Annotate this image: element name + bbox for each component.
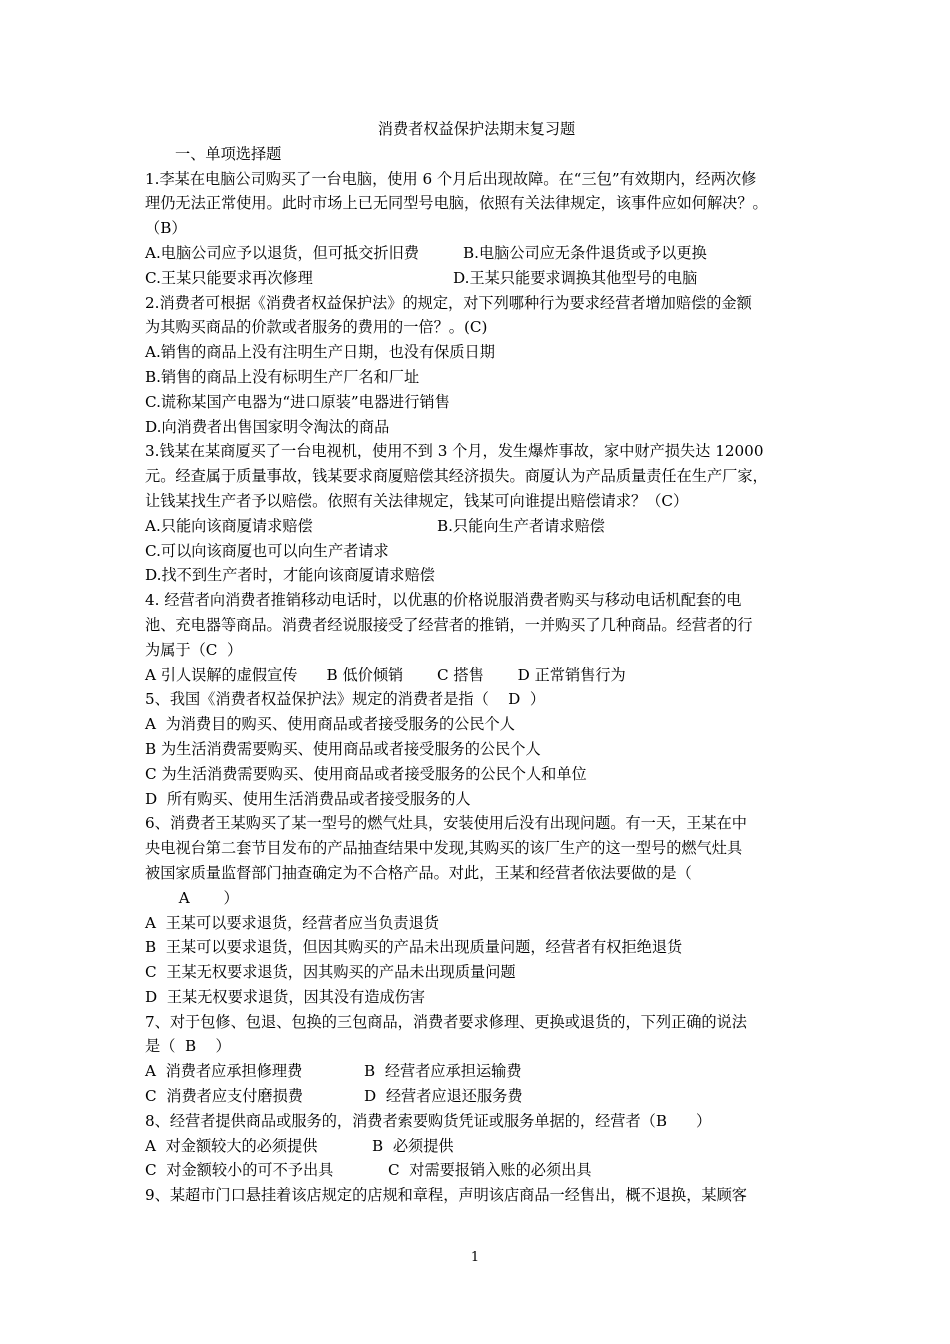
option-d: D.向消费者出售国家明令淘汰的商品	[145, 417, 390, 436]
option-row: A 引人误解的虚假宣传 B 低价倾销 C 搭售 D 正常销售行为	[145, 665, 626, 684]
option-b: B.销售的商品上没有标明生产厂名和厂址	[145, 367, 420, 386]
option-c: C.可以向该商厦也可以向生产者请求	[145, 541, 389, 560]
option-c: C.谎称某国产电器为“进口原装”电器进行销售	[145, 392, 450, 411]
question-9	[145, 1183, 808, 1208]
option-c: C.王某只能要求再次修理	[145, 268, 313, 287]
document-body	[145, 117, 808, 1208]
question-4	[145, 588, 808, 687]
question-stem-line: 5、我国《消费者权益保护法》规定的消费者是指（ D ）	[145, 690, 546, 709]
option-c: C 为生活消费需要购买、使用商品或者接受服务的公民个人和单位	[145, 764, 587, 783]
question-stem-line: 让钱某找生产者予以赔偿。依照有关法律规定，钱某可向谁提出赔偿请求？（C）	[145, 491, 689, 510]
option-row	[145, 1084, 808, 1109]
option-a: A.电脑公司应予以退货，但可抵交折旧费	[145, 243, 419, 262]
question-stem-line: 1.李某在电脑公司购买了一台电脑，使用 6 个月后出现故障。在“三包”有效期内，经两次修	[145, 169, 757, 188]
question-stem-line: 央电视台第二套节目发布的产品抽查结果中发现,其购买的该厂生产的这一型号的燃气灶具	[145, 839, 743, 858]
question-stem-line: 7、对于包修、包退、包换的三包商品，消费者要求修理、更换或退货的，下列正确的说法	[145, 1012, 747, 1031]
question-stem-line: 2.消费者可根据《消费者权益保护法》的规定，对下列哪种行为要求经营者增加赔偿的金额	[145, 293, 752, 312]
option-d: D 经营者应退还服务费	[364, 1087, 523, 1106]
option-row	[145, 1158, 808, 1183]
option-b: B 王某可以要求退货，但因其购买的产品未出现质量问题，经营者有权拒绝退货	[145, 938, 683, 957]
question-stem-line: 池、充电器等商品。消费者经说服接受了经营者的推销，一并购买了几种商品。经营者的行	[145, 615, 753, 634]
question-6	[145, 811, 808, 1009]
question-stem-line: 为属于（C ）	[145, 640, 243, 659]
option-a: A 王某可以要求退货，经营者应当负责退货	[145, 913, 439, 932]
question-7	[145, 1010, 808, 1109]
question-stem-line: 6、消费者王某购买了某一型号的燃气灶具，安装使用后没有出现问题。有一天，王某在中	[145, 814, 747, 833]
option-a: A 对金额较大的必须提供	[145, 1136, 318, 1155]
question-stem-line: 为其购买商品的价款或者服务的费用的一倍？。(C)	[145, 318, 488, 337]
option-row	[145, 266, 808, 291]
question-2	[145, 291, 808, 440]
question-stem-line: 是（ B ）	[145, 1037, 231, 1056]
option-d: D 所有购买、使用生活消费品或者接受服务的人	[145, 789, 471, 808]
question-1	[145, 167, 808, 291]
option-c: C 对金额较小的可不予出具	[145, 1161, 334, 1180]
option-c: C 王某无权要求退货，因其购买的产品未出现质量问题	[145, 963, 516, 982]
question-stem-line: 4. 经营者向消费者推销移动电话时，以优惠的价格说服消费者购买与移动电话机配套的电	[145, 591, 742, 610]
option-row	[145, 241, 808, 266]
option-row	[145, 1059, 808, 1084]
question-5	[145, 687, 808, 811]
option-a: A 消费者应承担修理费	[145, 1062, 303, 1081]
option-d: D.王某只能要求调换其他型号的电脑	[453, 268, 698, 287]
option-a: A.销售的商品上没有注明生产日期，也没有保质日期	[145, 343, 495, 362]
option-a: A.只能向该商厦请求赔偿	[145, 516, 313, 535]
option-b: B 必须提供	[372, 1136, 454, 1155]
section-heading: 一、单项选择题	[175, 144, 282, 163]
question-3	[145, 439, 808, 588]
option-d: C 对需要报销入账的必须出具	[388, 1161, 592, 1180]
option-row	[145, 1134, 808, 1159]
question-stem-line: 3.钱某在某商厦买了一台电视机，使用不到 3 个月，发生爆炸事故，家中财产损失达 12000	[145, 442, 764, 461]
question-stem-line: 9、某超市门口悬挂着该店规定的店规和章程，声明该店商品一经售出，概不退换，某顾客	[145, 1186, 747, 1205]
option-b: B.只能向生产者请求赔偿	[437, 516, 605, 535]
page-number: 1	[470, 1250, 480, 1265]
question-8	[145, 1109, 808, 1183]
option-a: A 为消费目的购买、使用商品或者接受服务的公民个人	[145, 715, 515, 734]
question-stem-line: 元。经查属于质量事故，钱某要求商厦赔偿其经济损失。商厦认为产品质量责任在生产厂家，	[145, 467, 768, 486]
question-answer: （B）	[145, 219, 187, 238]
option-row	[145, 514, 808, 539]
option-d: D 王某无权要求退货，因其没有造成伤害	[145, 987, 426, 1006]
option-b: B 经营者应承担运输费	[364, 1062, 522, 1081]
question-answer: A ）	[145, 888, 239, 907]
option-b: B 为生活消费需要购买、使用商品或者接受服务的公民个人	[145, 739, 541, 758]
document-title: 消费者权益保护法期末复习题	[377, 120, 576, 138]
option-c: C 消费者应支付磨损费	[145, 1087, 303, 1106]
option-b: B.电脑公司应无条件退货或予以更换	[463, 243, 707, 262]
question-stem-line: 8、经营者提供商品或服务的，消费者索要购货凭证或服务单据的，经营者（B ）	[145, 1111, 712, 1130]
question-stem-line: 理仍无法正常使用。此时市场上已无同型号电脑，依照有关法律规定，该事件应如何解决？。	[145, 194, 768, 213]
option-d: D.找不到生产者时，才能向该商厦请求赔偿	[145, 566, 435, 585]
question-stem-line: 被国家质量监督部门抽查确定为不合格产品。对此，王某和经营者依法要做的是（	[145, 863, 692, 882]
